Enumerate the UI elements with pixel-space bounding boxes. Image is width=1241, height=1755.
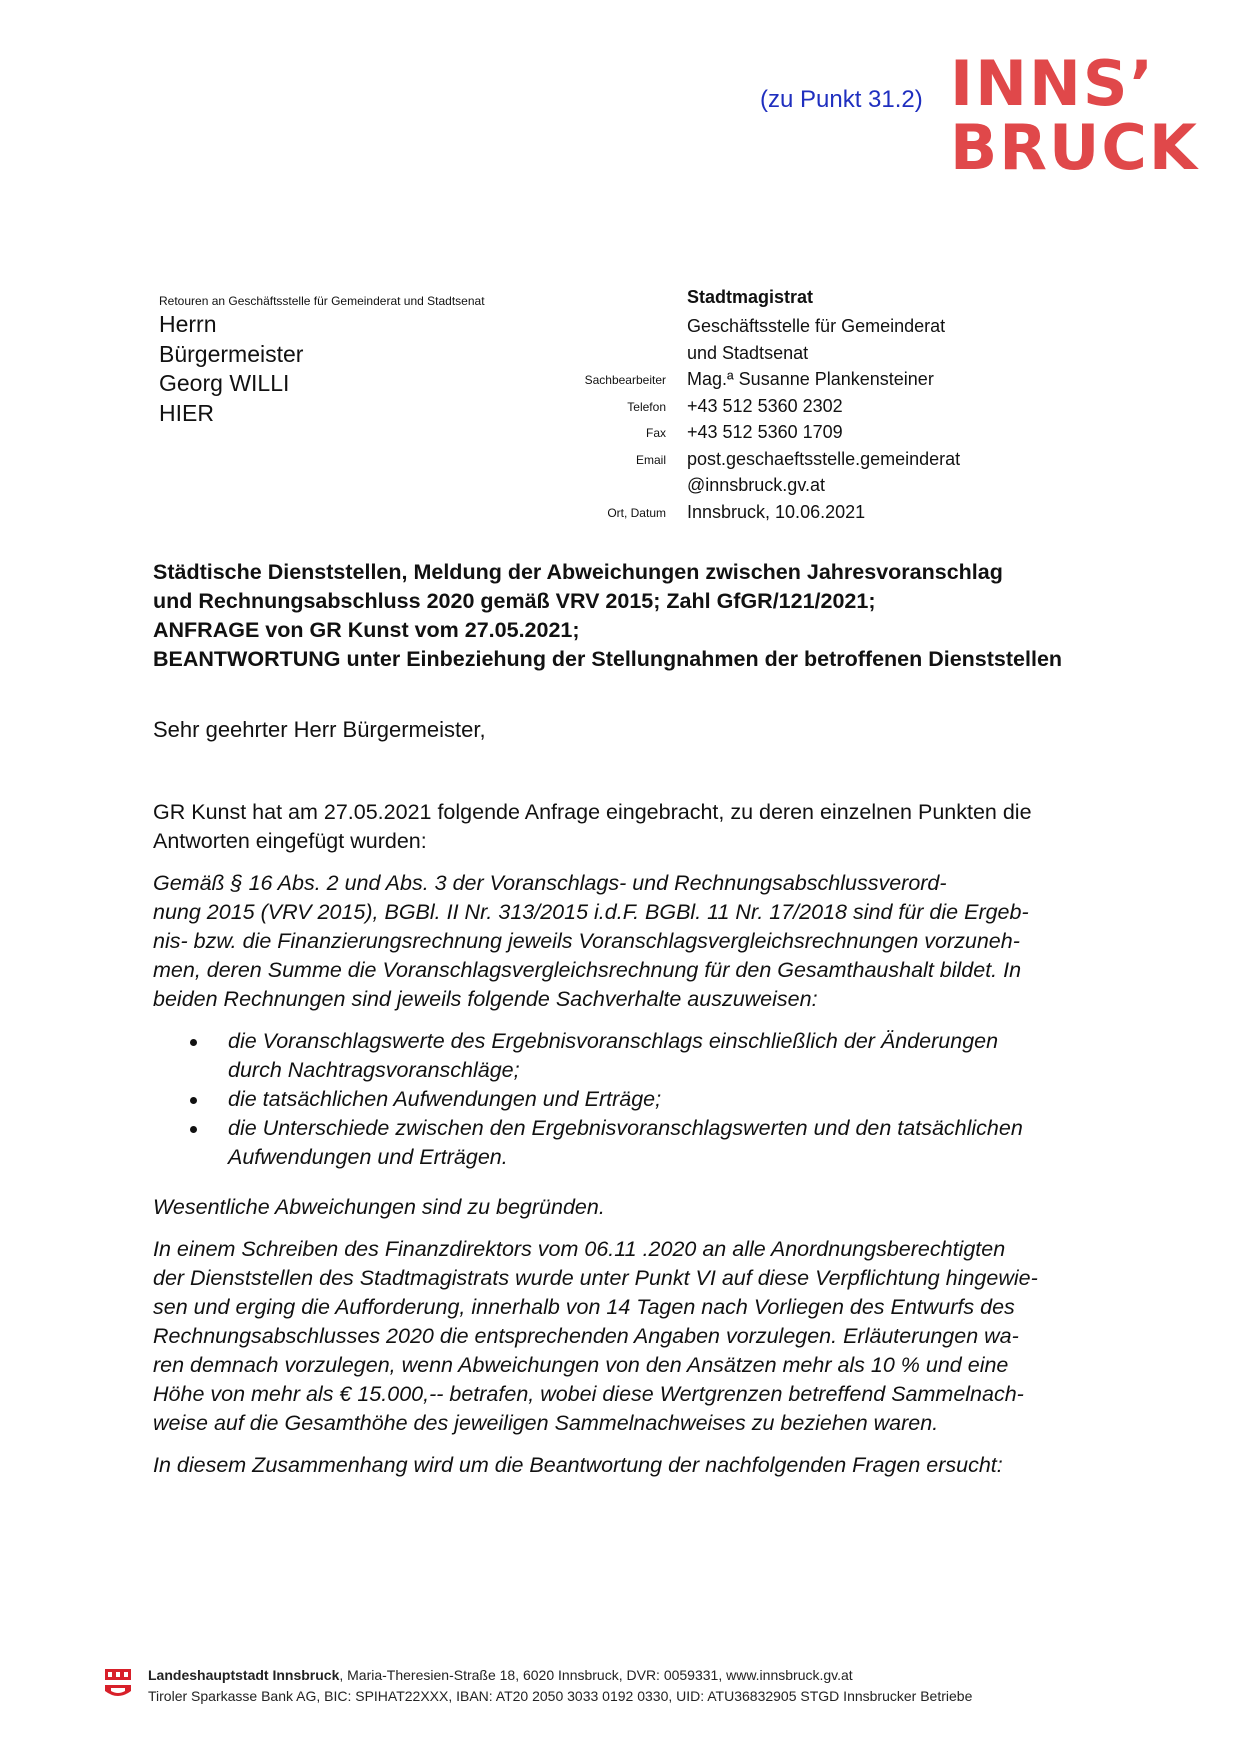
- label-email: Email: [635, 453, 666, 467]
- reference-note: (zu Punkt 31.2): [760, 86, 923, 113]
- text-line: durch Nachtragsvoranschläge;: [228, 1058, 520, 1082]
- text-line: nis- bzw. die Finanzierungsrechnung jeweils Voranschlagsvergleichsrechnungen vorzuneh-: [153, 929, 1020, 953]
- subject: [153, 558, 1143, 674]
- text-line: Rechnungsabschlusses 2020 die entsprechenden Angaben vorzulegen. Erläuterungen wa-: [153, 1324, 1019, 1348]
- subject-line: und Rechnungsabschluss 2020 gemäß VRV 2015; Zahl GfGR/121/2021;: [153, 589, 876, 613]
- intro-paragraph: [153, 798, 1143, 856]
- bullet-icon: [190, 1126, 197, 1133]
- label-place-date: Ort, Datum: [607, 506, 666, 520]
- sender-dept-line: Geschäftsstelle für Gemeinderat: [687, 316, 946, 336]
- text-line: die tatsächlichen Aufwendungen und Erträge;: [228, 1087, 662, 1111]
- text-line: Gemäß § 16 Abs. 2 und Abs. 3 der Voranschlags- und Rechnungsabschlussverord-: [153, 871, 947, 895]
- text-line: GR Kunst hat am 27.05.2021 folgende Anfrage eingebracht, zu deren einzelnen Punkten die: [153, 800, 1032, 824]
- footer-line-1: [148, 1665, 972, 1686]
- sender-phone: +43 512 5360 2302: [687, 395, 843, 416]
- return-address: Retouren an Geschäftsstelle für Gemeinderat und Stadtsenat: [159, 294, 485, 308]
- schreiben-paragraph: [153, 1235, 1143, 1438]
- footer-address: , Maria-Theresien-Straße 18, 6020 Innsbruck, DVR: 0059331, www.innsbruck.gv.at: [339, 1667, 853, 1683]
- subject-line: BEANTWORTUNG unter Einbeziehung der Stellungnahmen der betroffenen Dienststellen: [153, 647, 1063, 671]
- label-phone: Telefon: [627, 400, 666, 414]
- logo-line-2: BRUCK: [950, 111, 1199, 184]
- text-line: Aufwendungen und Erträgen.: [228, 1145, 508, 1169]
- recipient-line: Georg WILLI: [159, 370, 290, 396]
- sender-place-date: Innsbruck, 10.06.2021: [687, 501, 866, 522]
- greeting: Sehr geehrter Herr Bürgermeister,: [153, 717, 486, 742]
- recipient-block: [159, 310, 303, 428]
- text-line: beiden Rechnungen sind jeweils folgende Sachverhalte auszuweisen:: [153, 987, 818, 1011]
- text-line: Antworten eingefügt wurden:: [153, 829, 427, 853]
- subject-line: ANFRAGE von GR Kunst vom 27.05.2021;: [153, 618, 580, 642]
- text-line: Höhe von mehr als € 15.000,-- betrafen, wobei diese Wertgrenzen betreffend Sammelnach-: [153, 1382, 1024, 1406]
- sender-details: [687, 313, 960, 525]
- text-line: die Unterschiede zwischen den Ergebnisvoranschlagswerten und den tatsächlichen: [228, 1116, 1023, 1140]
- text-line: In einem Schreiben des Finanzdirektors vom 06.11 .2020 an alle Anordnungsberechtigten: [153, 1237, 1006, 1261]
- wesentlich-paragraph: Wesentliche Abweichungen sind zu begründen.: [153, 1195, 605, 1219]
- bullet-item: [190, 1114, 1140, 1172]
- innsbruck-logo: [950, 47, 1200, 184]
- recipient-line: HIER: [159, 399, 214, 426]
- logo-line-1: INNS’: [950, 47, 1156, 120]
- sender-email: post.geschaeftsstelle.gemeinderat: [687, 448, 961, 469]
- footer: [148, 1665, 972, 1707]
- sender-dept-line: und Stadtsenat: [687, 342, 809, 363]
- subject-line: Städtische Dienststellen, Meldung der Abweichungen zwischen Jahresvoranschlag: [153, 560, 1003, 584]
- label-fax: Fax: [645, 426, 666, 440]
- bullet-item: [190, 1085, 1140, 1114]
- text-line: der Dienststellen des Stadtmagistrats wurde unter Punkt VI auf diese Verpflichtung hingewie-: [153, 1266, 1038, 1290]
- text-line: men, deren Summe die Voranschlagsvergleichsrechnung für den Gesamthaushalt bildet. In: [153, 958, 1022, 982]
- text-line: ren demnach vorzulegen, wenn Abweichungen von den Ansätzen mehr als 10 % und eine: [153, 1353, 1009, 1377]
- sender-fax: +43 512 5360 1709: [687, 422, 843, 442]
- bullet-icon: [190, 1039, 197, 1046]
- sender-title: Stadtmagistrat: [687, 287, 814, 307]
- text-line: nung 2015 (VRV 2015), BGBl. II Nr. 313/2015 i.d.F. BGBl. 11 Nr. 17/2018 sind für die Ergeb-: [153, 900, 1029, 924]
- recipient-line: Herrn: [159, 311, 217, 337]
- text-line: die Voranschlagswerte des Ergebnisvoranschlags einschließlich der Änderungen: [228, 1029, 999, 1053]
- footer-line-2: Tiroler Sparkasse Bank AG, BIC: SPIHAT22XXX, IBAN: AT20 2050 3033 0192 0330, UID: ATU36832905 STGD Innsbrucker Betriebe: [148, 1688, 973, 1704]
- recipient-line: Bürgermeister: [159, 340, 304, 367]
- footer-org: Landeshauptstadt Innsbruck: [148, 1667, 340, 1683]
- sender-clerk: Mag.ª Susanne Plankensteiner: [687, 369, 934, 389]
- city-crest-icon: [103, 1667, 133, 1703]
- zusammenhang-paragraph: In diesem Zusammenhang wird um die Beantwortung der nachfolgenden Fragen ersucht:: [153, 1453, 1003, 1477]
- text-line: sen und erging die Aufforderung, innerhalb von 14 Tagen nach Vorliegen des Entwurfs des: [153, 1295, 1015, 1319]
- sender-email: @innsbruck.gv.at: [687, 475, 825, 495]
- bullet-list: [190, 1027, 1140, 1172]
- text-line: weise auf die Gesamthöhe des jeweiligen Sammelnachweises zu beziehen waren.: [153, 1411, 939, 1435]
- label-clerk: Sachbearbeiter: [584, 373, 666, 387]
- bullet-icon: [190, 1097, 197, 1104]
- quote-paragraph: [153, 869, 1143, 1014]
- bullet-item: [190, 1027, 1140, 1085]
